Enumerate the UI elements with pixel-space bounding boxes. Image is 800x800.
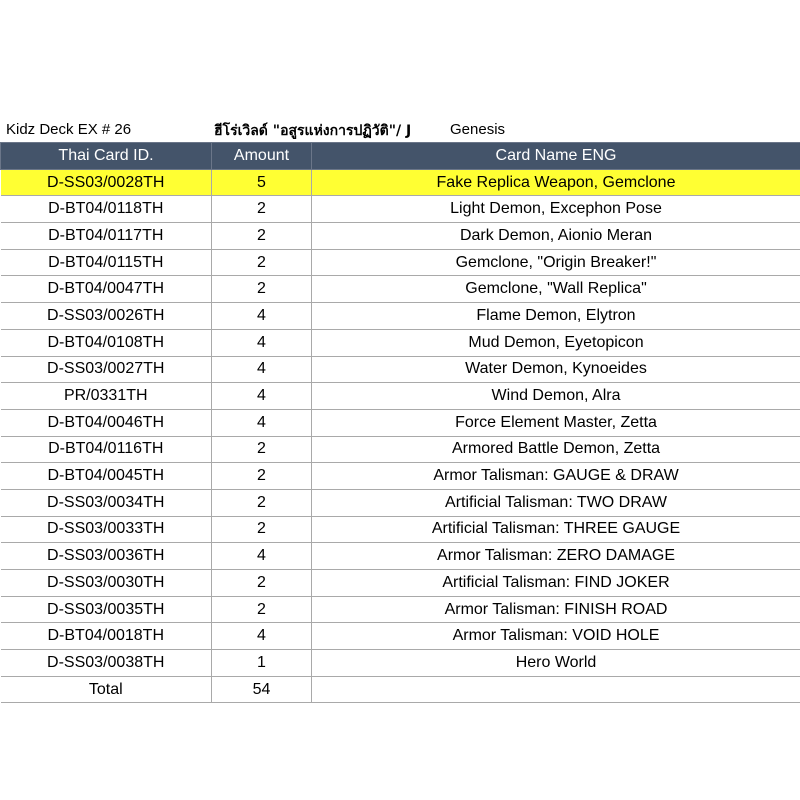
amount-cell: 2: [212, 276, 312, 303]
table-row: [1, 516, 800, 543]
card-id-cell: D-BT04/0115TH: [1, 249, 212, 276]
amount-cell: 2: [212, 436, 312, 463]
card-name-cell: Armor Talisman: GAUGE & DRAW: [312, 463, 800, 490]
card-name-cell: Gemclone, "Origin Breaker!": [312, 249, 800, 276]
table-row: [1, 356, 800, 383]
amount-cell: 2: [212, 196, 312, 223]
card-id-cell: D-SS03/0034TH: [1, 489, 212, 516]
card-name-cell: Armor Talisman: ZERO DAMAGE: [312, 543, 800, 570]
card-id-cell: D-BT04/0118TH: [1, 196, 212, 223]
card-name-cell: Light Demon, Excephon Pose: [312, 196, 800, 223]
card-id-cell: D-SS03/0036TH: [1, 543, 212, 570]
deck-title-suffix: Genesis: [450, 121, 506, 138]
amount-cell: 4: [212, 409, 312, 436]
amount-cell: 2: [212, 223, 312, 250]
table-row: [1, 223, 800, 250]
table-row: [1, 169, 800, 196]
table-row: [1, 489, 800, 516]
total-label: Total: [1, 676, 212, 703]
table-row: [1, 303, 800, 330]
total-row: [1, 676, 800, 703]
table-row: [1, 383, 800, 410]
card-id-cell: D-BT04/0045TH: [1, 463, 212, 490]
amount-cell: 4: [212, 543, 312, 570]
card-name-cell: Artificial Talisman: TWO DRAW: [312, 489, 800, 516]
table-row: [1, 329, 800, 356]
table-row: [1, 436, 800, 463]
header-card-id: Thai Card ID.: [1, 143, 212, 170]
amount-cell: 2: [212, 596, 312, 623]
table-row: [1, 623, 800, 650]
header-card-name: Card Name ENG: [312, 143, 800, 170]
amount-cell: 4: [212, 329, 312, 356]
card-id-cell: D-BT04/0116TH: [1, 436, 212, 463]
card-name-cell: Hero World: [312, 650, 800, 677]
table-row: [1, 409, 800, 436]
card-name-cell: Wind Demon, Alra: [312, 383, 800, 410]
table-row: [1, 596, 800, 623]
title-row: [0, 117, 800, 142]
total-amount: 54: [212, 676, 312, 703]
table-header-row: [1, 143, 800, 170]
card-name-cell: Dark Demon, Aionio Meran: [312, 223, 800, 250]
card-name-cell: Artificial Talisman: THREE GAUGE: [312, 516, 800, 543]
amount-cell: 4: [212, 383, 312, 410]
card-id-cell: D-SS03/0030TH: [1, 570, 212, 597]
amount-cell: 5: [212, 169, 312, 196]
card-id-cell: D-SS03/0027TH: [1, 356, 212, 383]
deck-number-title: Kidz Deck EX # 26: [6, 121, 132, 138]
deck-thai-title: ฮีโร่เวิลด์ "อสูรแห่งการปฏิวัติ"/ J: [214, 123, 412, 139]
amount-cell: 4: [212, 356, 312, 383]
card-id-cell: D-SS03/0038TH: [1, 650, 212, 677]
card-name-cell: Armor Talisman: FINISH ROAD: [312, 596, 800, 623]
amount-cell: 2: [212, 489, 312, 516]
header-amount: Amount: [212, 143, 312, 170]
amount-cell: 2: [212, 463, 312, 490]
card-name-cell: Armor Talisman: VOID HOLE: [312, 623, 800, 650]
card-name-cell: Fake Replica Weapon, Gemclone: [312, 169, 800, 196]
card-name-cell: Water Demon, Kynoeides: [312, 356, 800, 383]
amount-cell: 4: [212, 303, 312, 330]
card-id-cell: D-SS03/0033TH: [1, 516, 212, 543]
card-name-cell: Artificial Talisman: FIND JOKER: [312, 570, 800, 597]
deck-table: [0, 142, 800, 703]
card-name-cell: Mud Demon, Eyetopicon: [312, 329, 800, 356]
amount-cell: 4: [212, 623, 312, 650]
table-row: [1, 650, 800, 677]
deck-list-sheet: [0, 117, 800, 703]
total-empty: [312, 676, 800, 703]
table-row: [1, 276, 800, 303]
card-id-cell: D-BT04/0046TH: [1, 409, 212, 436]
card-id-cell: D-BT04/0117TH: [1, 223, 212, 250]
table-row: [1, 196, 800, 223]
amount-cell: 2: [212, 249, 312, 276]
amount-cell: 1: [212, 650, 312, 677]
card-name-cell: Gemclone, "Wall Replica": [312, 276, 800, 303]
amount-cell: 2: [212, 516, 312, 543]
card-id-cell: D-BT04/0108TH: [1, 329, 212, 356]
amount-cell: 2: [212, 570, 312, 597]
card-id-cell: D-SS03/0028TH: [1, 169, 212, 196]
card-id-cell: D-BT04/0047TH: [1, 276, 212, 303]
table-row: [1, 463, 800, 490]
card-name-cell: Armored Battle Demon, Zetta: [312, 436, 800, 463]
card-name-cell: Flame Demon, Elytron: [312, 303, 800, 330]
card-id-cell: D-SS03/0035TH: [1, 596, 212, 623]
card-id-cell: D-BT04/0018TH: [1, 623, 212, 650]
table-row: [1, 249, 800, 276]
table-row: [1, 543, 800, 570]
table-row: [1, 570, 800, 597]
card-id-cell: PR/0331TH: [1, 383, 212, 410]
card-name-cell: Force Element Master, Zetta: [312, 409, 800, 436]
card-id-cell: D-SS03/0026TH: [1, 303, 212, 330]
